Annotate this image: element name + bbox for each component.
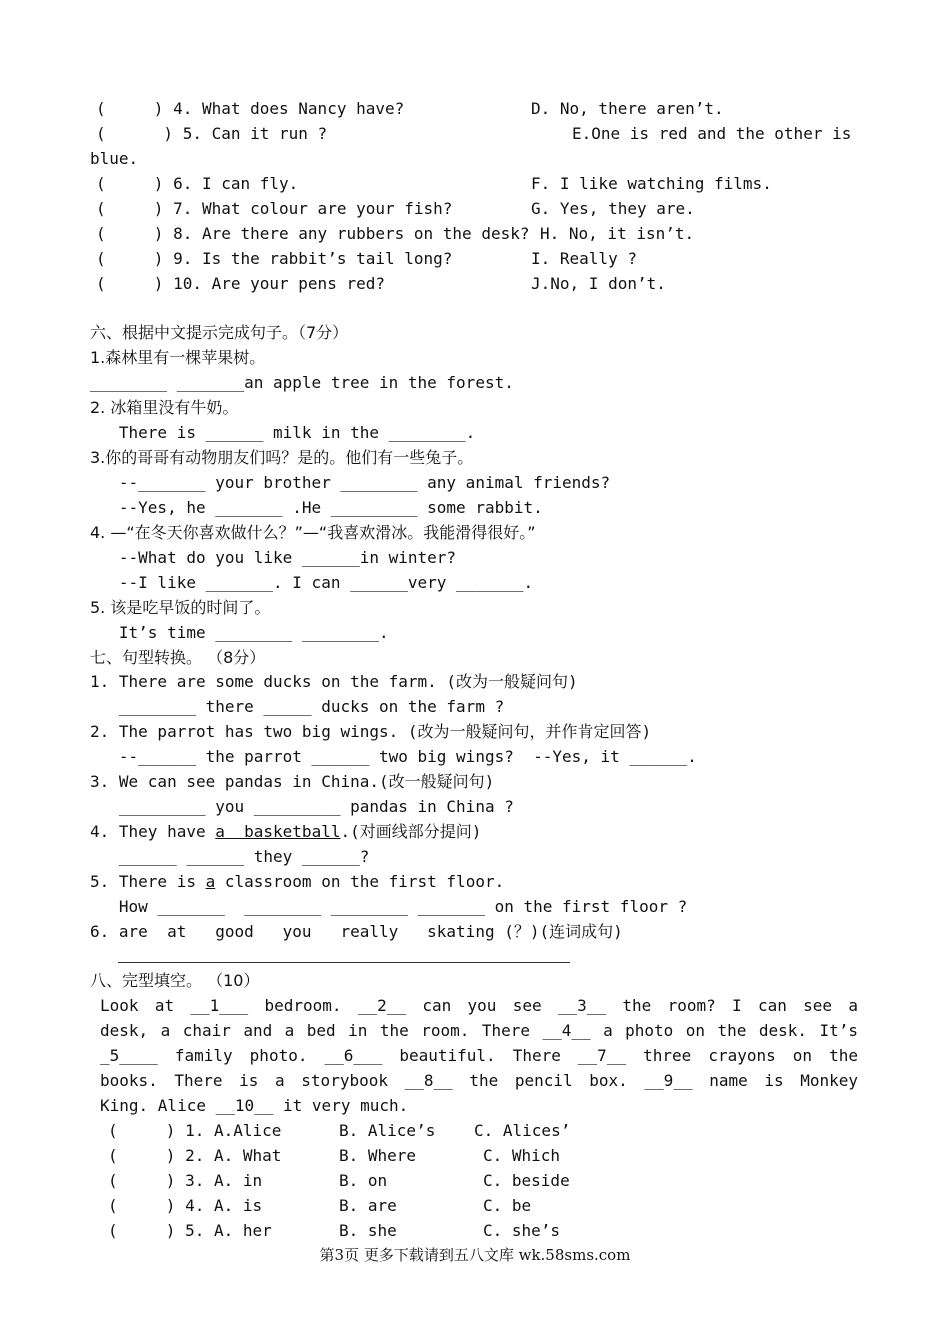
- s7-q5: 5. There is a classroom on the first floor.: [90, 872, 505, 891]
- option-q2-b: B. Where: [339, 1146, 417, 1165]
- match-left-4: ( ) 4. What does Nancy have?: [96, 99, 405, 118]
- s6-q4-answer-1: --What do you like ______in winter?: [90, 548, 457, 567]
- option-q2-c: C. Which: [483, 1146, 561, 1165]
- cloze-line-2: desk, a chair and a bed in the room. There __4__ a photo on the desk. It’s: [100, 1021, 858, 1040]
- s6-q2-answer: There is ______ milk in the ________.: [90, 423, 476, 442]
- page-footer: 第3页 更多下载请到五八文库 wk.58sms.com: [319, 1246, 631, 1264]
- s6-q1-prompt: 1.森林里有一棵苹果树。: [90, 348, 266, 367]
- s7-q4-answer: ______ ______ they ______?: [90, 847, 370, 866]
- s7-q4: 4. They have a basketball.(对画线部分提问): [90, 822, 482, 841]
- s7-q2-answer: --______ the parrot ______ two big wings? --Yes, it ______.: [90, 747, 697, 766]
- s7-q1-answer: ________ there _____ ducks on the farm ?: [90, 697, 505, 716]
- match-left-wrap: blue.: [90, 149, 139, 168]
- option-q1-c: C. Alices’: [474, 1121, 571, 1140]
- match-right-j: J.No, I don’t.: [531, 274, 666, 293]
- s6-q3-prompt: 3.你的哥哥有动物朋友们吗？是的。他们有一些兔子。: [90, 448, 474, 467]
- underlined-phrase: a basketball: [215, 822, 341, 841]
- section8-title: 八、完型填空。 （10）: [90, 971, 260, 990]
- match-right-d: D. No, there aren’t.: [531, 99, 724, 118]
- cloze-line-5: King. Alice __10__ it very much.: [100, 1096, 409, 1115]
- match-right-i: I. Really ?: [531, 249, 637, 268]
- s6-q4-prompt: 4. —“在冬天你喜欢做什么？”—“我喜欢滑冰。我能滑得很好。”: [90, 523, 536, 542]
- option-q3-b: B. on: [339, 1171, 388, 1190]
- option-q1: ( ) 1. A.Alice: [108, 1121, 282, 1140]
- option-q5-c: C. she’s: [483, 1221, 561, 1240]
- s7-q2: 2. The parrot has two big wings. (改为一般疑问句，并作肯定回答): [90, 722, 652, 741]
- match-right-g: G. Yes, they are.: [531, 199, 695, 218]
- s7-q5-answer: How _______ ________ ________ _______ on the first floor ?: [90, 897, 688, 916]
- match-right-f: F. I like watching films.: [531, 174, 772, 193]
- match-left-6: ( ) 6. I can fly.: [96, 174, 299, 193]
- option-q1-b: B. Alice’s: [339, 1121, 436, 1140]
- s6-q4-answer-2: --I like _______. I can ______very _______.: [90, 573, 534, 592]
- match-left-10: ( ) 10. Are your pens red?: [96, 274, 385, 293]
- s6-q1-answer: ________ _______an apple tree in the forest.: [90, 373, 514, 392]
- s6-q3-answer-1: --_______ your brother ________ any animal friends?: [90, 473, 611, 492]
- s6-q5-prompt: 5. 该是吃早饭的时间了。: [90, 598, 271, 617]
- section7-title: 七、句型转换。 （8分）: [90, 648, 266, 667]
- underlined-word: a: [205, 872, 216, 891]
- s7-q3-answer: _________ you _________ pandas in China ?: [90, 797, 514, 816]
- cloze-line-1: Look at __1___ bedroom. __2__ can you see __3__ the room? I can see a: [100, 996, 858, 1015]
- match-left-5: ( ) 5. Can it run ?: [96, 124, 328, 143]
- s6-q5-answer: It’s time ________ ________.: [90, 623, 389, 642]
- cloze-line-4: books. There is a storybook __8__ the pencil box. __9__ name is Monkey: [100, 1071, 858, 1090]
- match-left-8: ( ) 8. Are there any rubbers on the desk?: [96, 224, 530, 243]
- option-q2: ( ) 2. A. What: [108, 1146, 282, 1165]
- match-left-9: ( ) 9. Is the rabbit’s tail long?: [96, 249, 453, 268]
- match-right-e: E.One is red and the other is: [572, 124, 852, 143]
- s6-q3-answer-2: --Yes, he _______ .He _________ some rabbit.: [90, 498, 543, 517]
- option-q3: ( ) 3. A. in: [108, 1171, 263, 1190]
- option-q5-b: B. she: [339, 1221, 397, 1240]
- option-q4: ( ) 4. A. is: [108, 1196, 263, 1215]
- s7-q3: 3. We can see pandas in China.(改一般疑问句): [90, 772, 495, 791]
- option-q3-c: C. beside: [483, 1171, 570, 1190]
- option-q4-b: B. are: [339, 1196, 397, 1215]
- match-right-h: H. No, it isn’t.: [540, 224, 695, 243]
- s7-q1: 1. There are some ducks on the farm. (改为一般疑问句): [90, 672, 578, 691]
- s6-q2-prompt: 2. 冰箱里没有牛奶。: [90, 398, 239, 417]
- answer-line: [118, 962, 570, 963]
- section6-title: 六、根据中文提示完成句子。（7分）: [90, 323, 349, 342]
- match-left-7: ( ) 7. What colour are your fish?: [96, 199, 453, 218]
- option-q5: ( ) 5. A. her: [108, 1221, 272, 1240]
- option-q4-c: C. be: [483, 1196, 532, 1215]
- cloze-line-3: _5____ family photo. __6___ beautiful. There __7__ three crayons on the: [100, 1046, 858, 1065]
- s7-q6: 6. are at good you really skating (？)(连词成句): [90, 922, 623, 941]
